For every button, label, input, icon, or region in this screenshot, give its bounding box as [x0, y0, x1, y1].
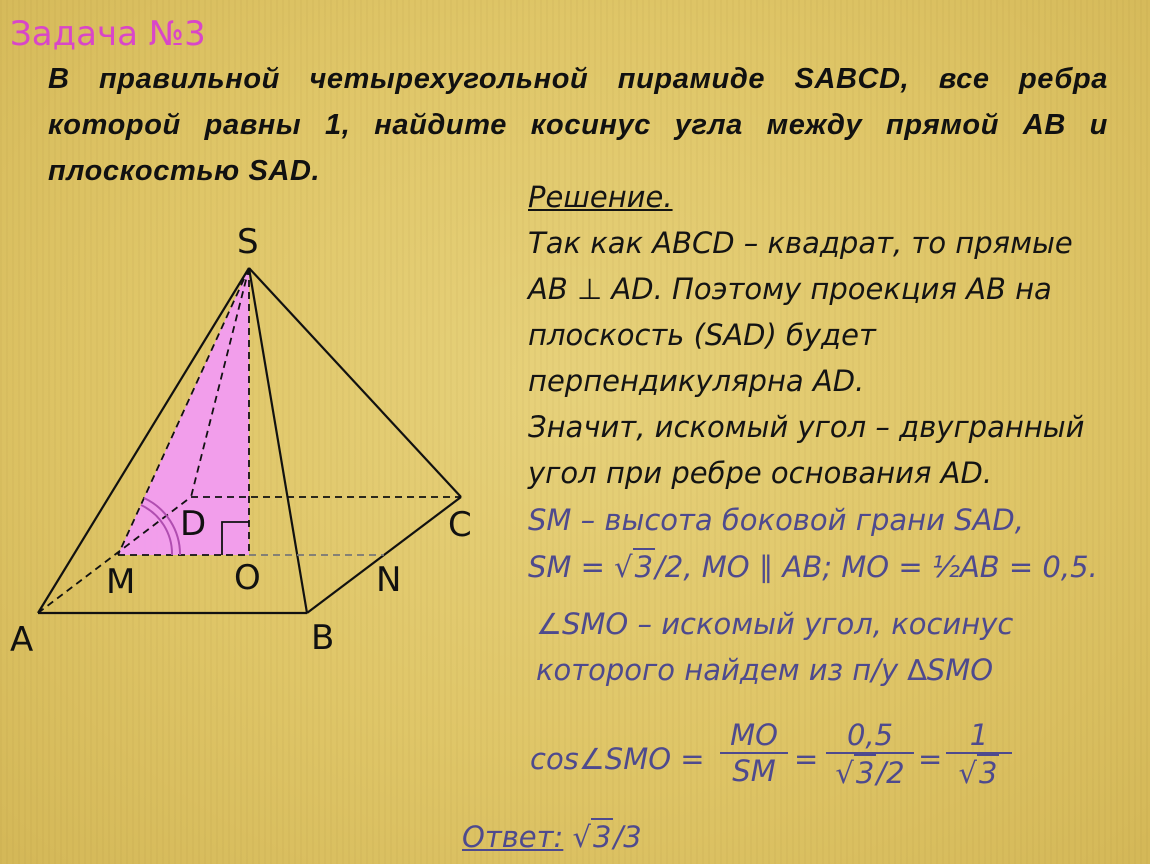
- label-n: N: [376, 560, 402, 600]
- fraction-2-rest: /2: [876, 756, 905, 790]
- solution-line-5: Значит, искомый угол – двугранный: [528, 410, 1085, 444]
- problem-statement: В правильной четырехугольной пирамиде SABCD, все ребра которой равны 1, найдите косинус угла между прямой AB и плоскостью SAD.: [48, 63, 1108, 187]
- solution-line-6: угол при ребре основания AD.: [528, 456, 993, 490]
- sm-value-line: [528, 548, 1098, 584]
- fraction-3-numerator: 1: [969, 718, 989, 752]
- fraction-1-denominator: SM: [732, 754, 776, 788]
- solution-line-4: перпендикулярна AD.: [528, 364, 865, 398]
- fraction-05-sqrt3-2: [826, 718, 914, 790]
- fraction-2-denominator: √3/2: [835, 756, 905, 790]
- sm-value-prefix: SM =: [528, 550, 615, 584]
- sm-radicand: 3: [634, 550, 654, 584]
- solution-line-1: Так как ABCD – квадрат, то прямые: [528, 226, 1073, 260]
- label-m: M: [106, 562, 136, 602]
- fraction-2-numerator: 0,5: [846, 718, 894, 752]
- fraction-3-radicand: 3: [979, 756, 998, 790]
- sqrt-symbol: √3: [614, 550, 654, 584]
- fraction-3-denominator: √3: [958, 756, 998, 790]
- label-d: D: [180, 504, 207, 544]
- label-s: S: [237, 222, 259, 262]
- label-o: O: [234, 558, 261, 598]
- equals-1: =: [794, 742, 819, 776]
- solution-line-2: AB ⊥ AD. Поэтому проекция AB на: [528, 272, 1052, 306]
- answer-line: [462, 818, 642, 854]
- fraction-1-numerator: MO: [730, 718, 778, 752]
- angle-line-2: которого найдем из п/у ∆SMO: [536, 653, 994, 687]
- label-a: A: [10, 620, 34, 660]
- fraction-2-radicand: 3: [855, 756, 875, 790]
- sm-value-rest: /2, MO ∥ AB; MO = ½AB = 0,5.: [655, 550, 1098, 584]
- solution-heading: Решение.: [528, 180, 673, 214]
- formula-lhs: cos∠SMO =: [530, 742, 705, 776]
- fraction-1-sqrt3: [946, 718, 1012, 790]
- answer-rest: /3: [613, 820, 642, 854]
- answer-sqrt: √3: [572, 820, 612, 854]
- equals-2: =: [918, 742, 943, 776]
- answer-label: Ответ:: [462, 820, 564, 854]
- solution-line-3: плоскость (SAD) будет: [528, 318, 876, 352]
- label-c: C: [448, 505, 472, 545]
- answer-radicand: 3: [593, 820, 612, 854]
- slide-title: Задача №3: [10, 14, 206, 54]
- fraction-mo-sm: [720, 718, 788, 788]
- angle-line-1: ∠SMO – искомый угол, косинус: [536, 607, 1014, 641]
- label-b: B: [311, 618, 335, 658]
- sm-height-line: SM – высота боковой грани SAD,: [528, 503, 1024, 537]
